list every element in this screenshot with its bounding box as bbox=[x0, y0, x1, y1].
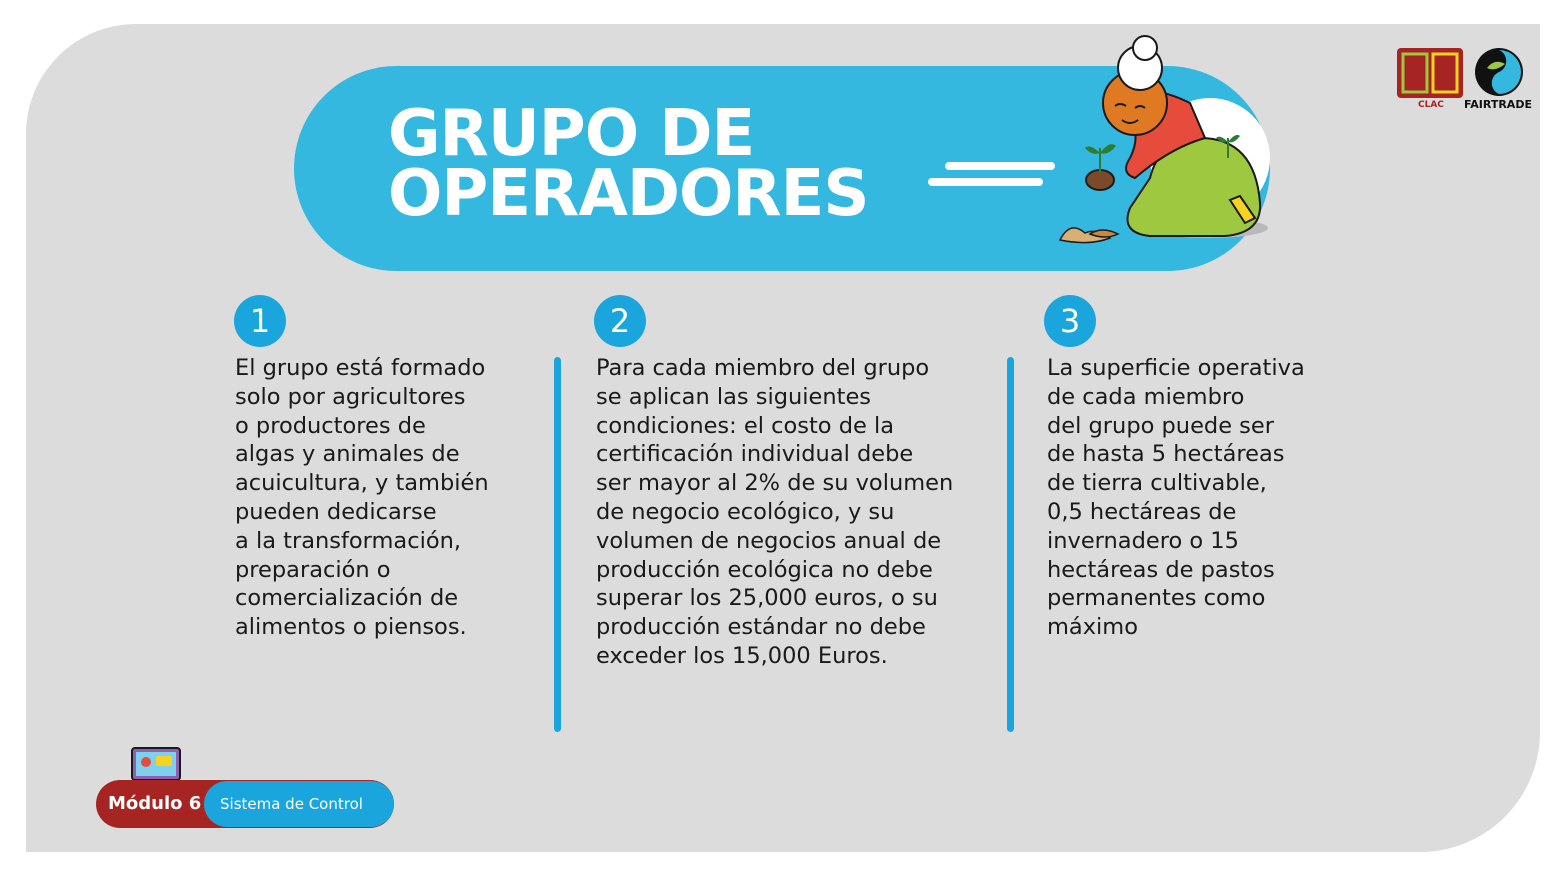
module-name: Sistema de Control bbox=[220, 795, 363, 813]
title-line-2: OPERADORES bbox=[388, 157, 869, 231]
column-divider bbox=[554, 357, 561, 732]
clac-label: CLAC bbox=[1418, 100, 1444, 110]
column-divider bbox=[1007, 357, 1014, 732]
speed-line bbox=[928, 178, 1043, 186]
fairtrade-label: FAIRTRADE bbox=[1464, 98, 1532, 111]
step-number-1: 1 bbox=[234, 295, 286, 347]
module-label: Módulo 6 bbox=[108, 793, 202, 814]
column-2-text: Para cada miembro del grupo se aplican las siguientes condiciones: el costo de la certificación individual debe ser mayor al 2% de su volumen de negocio ecológico, y su volumen de negocios anual de producción ecológica no debe superar los 25,000 euros, o su producción estándar no debe exceder los 15,000 Euros. bbox=[596, 355, 954, 669]
column-3-text: La superficie operativa de cada miembro del grupo puede ser de hasta 5 hectáreas de tierra cultivable, 0,5 hectáreas de invernadero o 15 hectáreas de pastos permanentes como máximo bbox=[1047, 355, 1305, 641]
speed-line bbox=[945, 162, 1055, 170]
page-title bbox=[388, 97, 869, 231]
step-number-2: 2 bbox=[594, 295, 646, 347]
farmer-illustration bbox=[1040, 28, 1280, 258]
title-line-1: GRUPO DE bbox=[388, 97, 755, 171]
step-number-3: 3 bbox=[1044, 295, 1096, 347]
column-1-text: El grupo está formado solo por agricultores o productores de algas y animales de acuicultura, y también pueden dedicarse a la transformación, preparación o comercialización de alimentos o piensos. bbox=[235, 355, 489, 641]
